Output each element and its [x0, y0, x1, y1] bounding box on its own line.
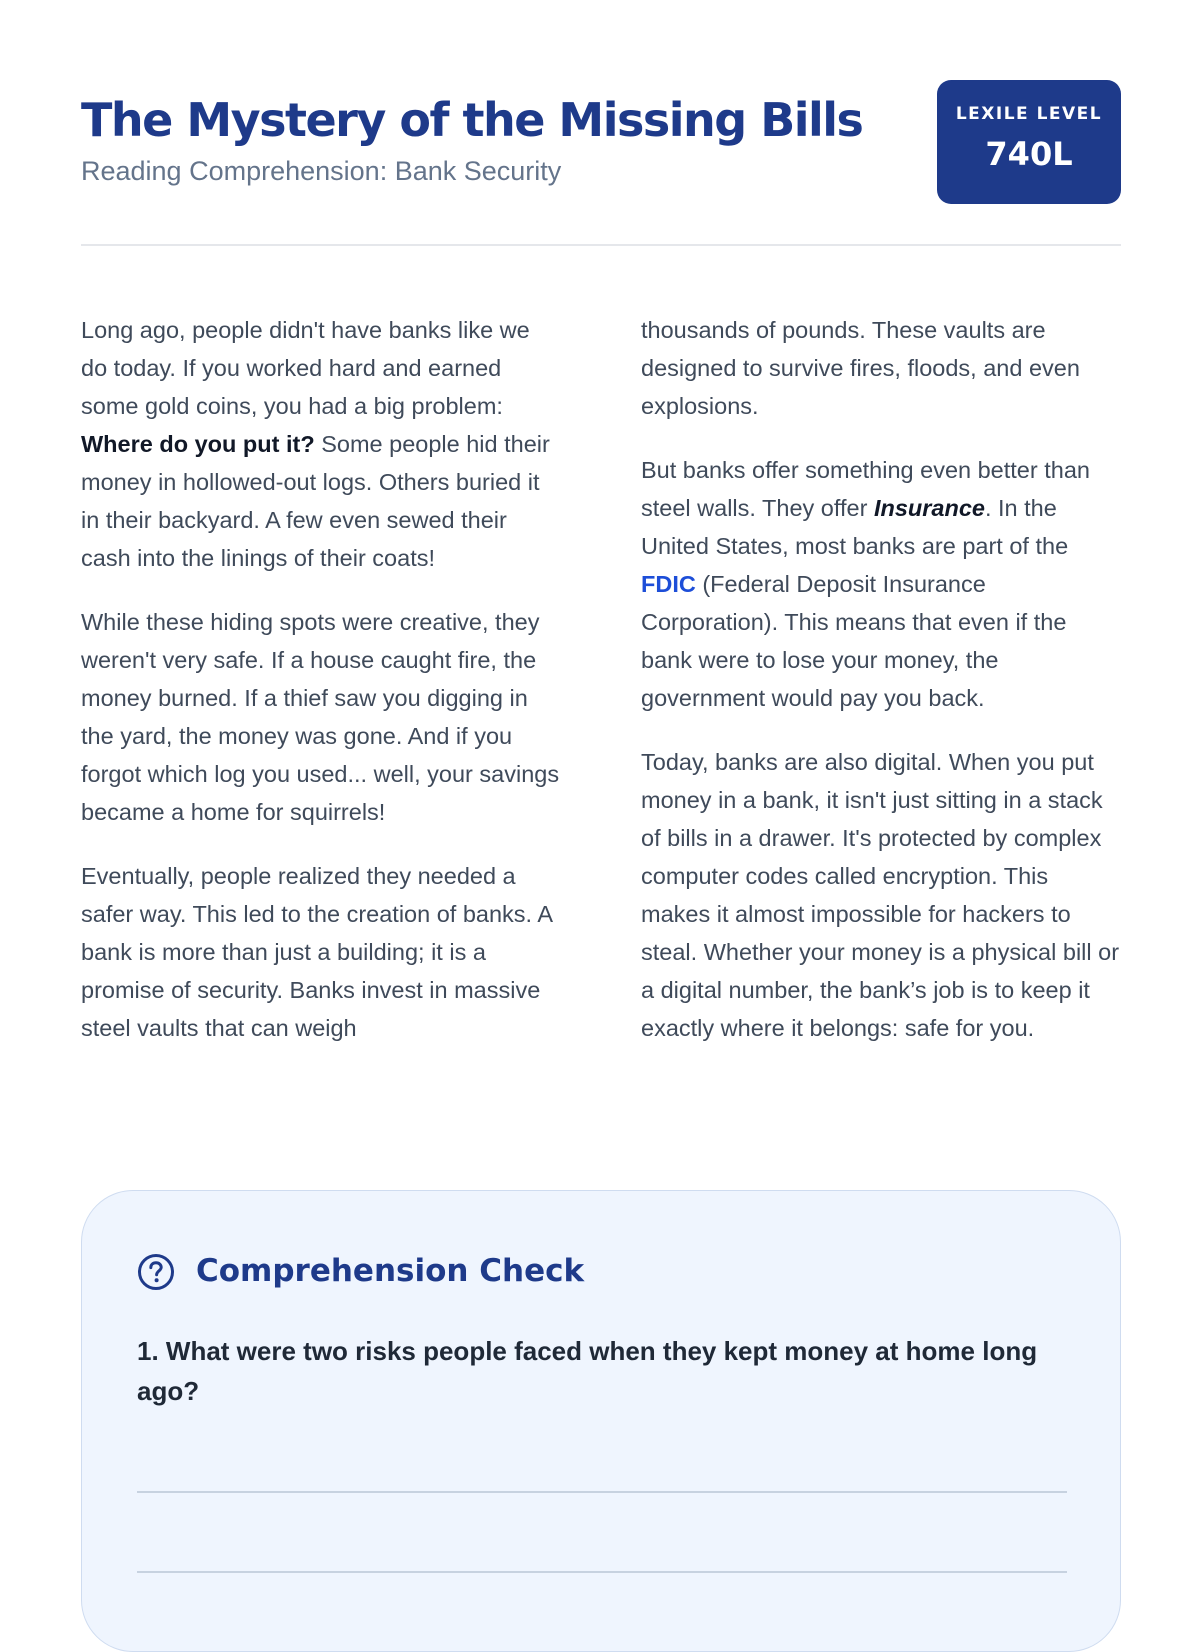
- insurance-term: Insurance: [873, 495, 985, 521]
- paragraph-3-continued: thousands of pounds. These vaults are designed to survive fires, floods, and even explosions.: [641, 317, 1080, 419]
- paragraph-3: Eventually, people realized they needed a safer way. This led to the creation of banks. A bank is more than just a building; it is a promise of security. Banks invest in massive steel vaults that can weigh: [81, 863, 552, 1041]
- question-circle-icon: [137, 1253, 175, 1291]
- comprehension-check-title: Comprehension Check: [196, 1253, 585, 1289]
- lexile-label: LEXILE LEVEL: [955, 104, 1103, 124]
- paragraph-5: Today, banks are also digital. When you put money in a bank, it isn't just sitting in a stack of bills in a drawer. It's protected by complex computer codes called encryption. This makes it almost impossible for hackers to steal. Whether your money is a physical bill or a digital number, the bank’s job is to keep it exactly where it belongs: safe for you.: [641, 749, 1120, 1041]
- paragraph-4-middle: . In the United States, most banks are part of the: [641, 495, 1069, 559]
- lexile-badge: [937, 80, 1121, 204]
- key-question: Where do you put it?: [81, 431, 315, 457]
- paragraph-1-rest: Some people hid their money in hollowed-out logs. Others buried it in their backyard. A few even sewed their cash into the linings of their coats!: [81, 431, 550, 571]
- paragraph-1: [81, 311, 561, 577]
- answer-line[interactable]: [137, 1491, 1067, 1493]
- worksheet-page: [81, 0, 1121, 1600]
- paragraph-4-intro: But banks offer something even better than steel walls. They offer: [641, 457, 1090, 521]
- paragraph-4: [641, 451, 1121, 717]
- article-column-left: [81, 311, 561, 1073]
- comprehension-check-panel: [81, 1190, 1121, 1652]
- page-title: The Mystery of the Missing Bills: [81, 93, 863, 147]
- answer-line[interactable]: [137, 1571, 1067, 1573]
- article-column-right: [641, 311, 1121, 1073]
- page-subtitle: Reading Comprehension: Bank Security: [81, 156, 562, 186]
- fdic-term: FDIC: [641, 571, 696, 597]
- worksheet-header: [81, 80, 1121, 204]
- paragraph-2: While these hiding spots were creative, they weren't very safe. If a house caught fire, the money burned. If a thief saw you digging in the yard, the money was gone. And if you forgot which log you used... well, your savings became a home for squirrels!: [81, 609, 560, 825]
- lexile-value: 740L: [985, 135, 1073, 173]
- header-divider: [81, 244, 1121, 246]
- question-1: 1. What were two risks people faced when they kept money at home long ago?: [137, 1336, 1038, 1406]
- paragraph-4-rest: (Federal Deposit Insurance Corporation). This means that even if the bank were to lose your money, the government would pay you back.: [641, 571, 1067, 711]
- paragraph-1-intro: Long ago, people didn't have banks like we do today. If you worked hard and earned some gold coins, you had a big problem:: [81, 317, 530, 419]
